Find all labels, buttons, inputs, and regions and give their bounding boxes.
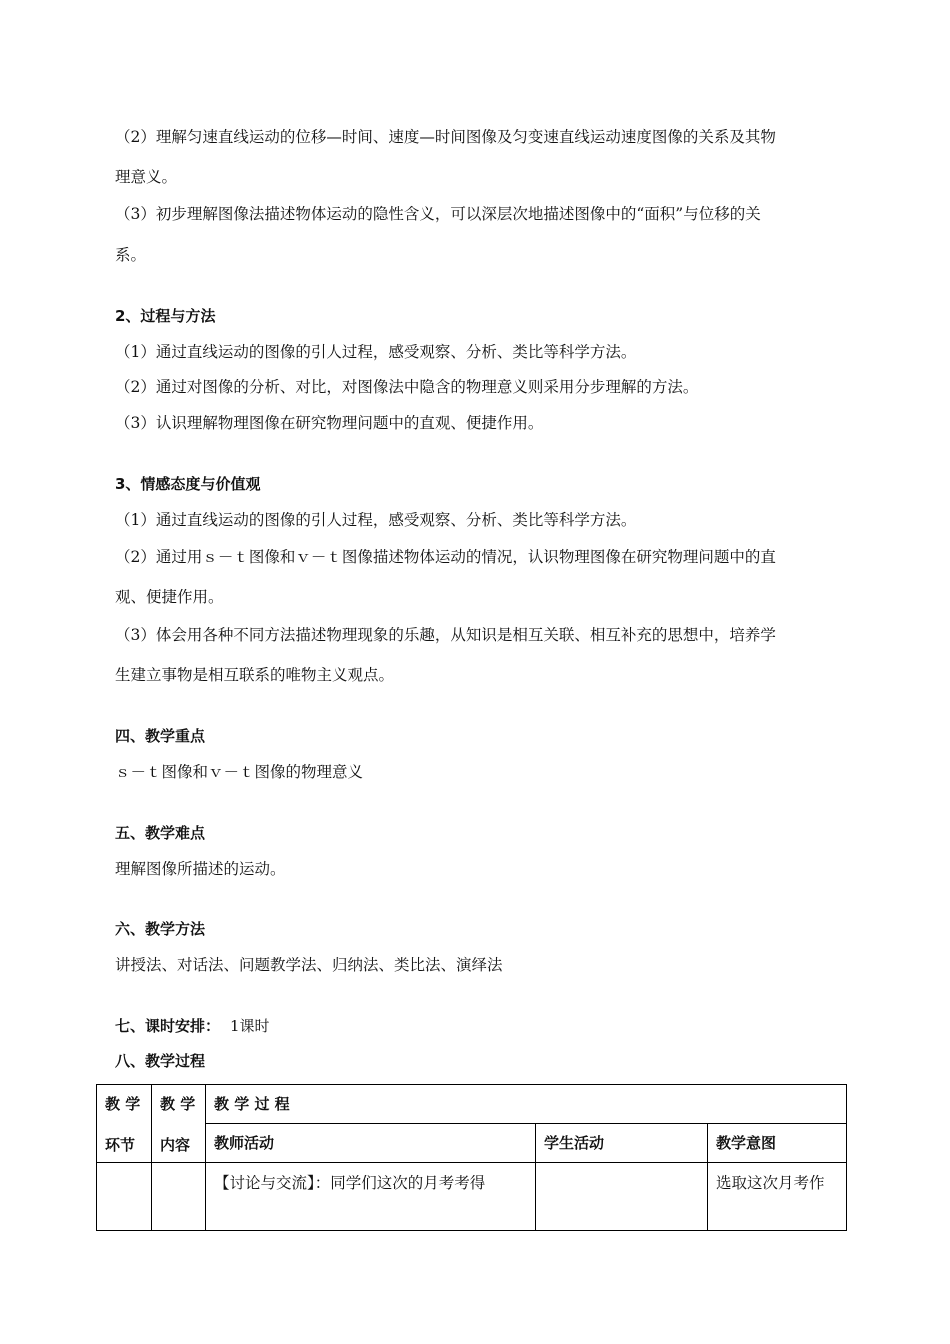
- table-cell-teacher-activity: [206, 1163, 536, 1231]
- section-heading-method: 六、教学方法: [115, 920, 206, 938]
- knowledge-item: （3）初步理解图像法描述物体运动的隐性含义，可以深层次地描述图像中的“面积”与位移的关: [115, 205, 761, 223]
- emotion-item: 观、便捷作用。: [115, 588, 224, 606]
- content-header-top: 教 学: [160, 1095, 196, 1113]
- teacher-header-text: 教师活动: [214, 1134, 275, 1152]
- schedule-label: 七、课时安排：: [115, 1017, 221, 1035]
- emotion-item: （1）通过直线运动的图像的引人过程，感受观察、分析、类比等科学方法。: [115, 511, 637, 529]
- student-header-text: 学生活动: [544, 1134, 605, 1152]
- knowledge-item: 理意义。: [115, 168, 178, 186]
- section-heading-emotion: 3、情感态度与价值观: [115, 475, 261, 493]
- schedule-value: 1课时: [230, 1017, 270, 1035]
- process-method-item: （2）通过对图像的分析、对比，对图像法中隐含的物理意义则采用分步理解的方法。: [115, 378, 699, 396]
- table-cell-student-activity: [536, 1163, 708, 1231]
- teaching-process-table: [96, 1084, 847, 1231]
- table-cell-content-header: [152, 1085, 206, 1163]
- student-activity-text: [544, 1163, 707, 1171]
- table-row: [97, 1124, 847, 1163]
- table-cell-intent: [708, 1163, 847, 1231]
- table-cell-process-header: [206, 1085, 847, 1124]
- table-cell-stage-header: [97, 1085, 152, 1163]
- stage-header-bottom: 环节: [105, 1136, 136, 1154]
- table-cell-content: [152, 1163, 206, 1231]
- process-method-item: （1）通过直线运动的图像的引人过程，感受观察、分析、类比等科学方法。: [115, 343, 637, 361]
- section-heading-difficulty: 五、教学难点: [115, 824, 206, 842]
- teacher-activity-text: 【讨论与交流】：同学们这次的月考考得: [214, 1174, 486, 1192]
- emotion-item: （3）体会用各种不同方法描述物理现象的乐趣，从知识是相互关联、相互补充的思想中，培养学: [115, 626, 776, 644]
- process-method-item: （3）认识理解物理图像在研究物理问题中的直观、便捷作用。: [115, 414, 544, 432]
- emotion-item: 生建立事物是相互联系的唯物主义观点。: [115, 666, 395, 684]
- emotion-item: （2）通过用ｓ－ｔ图像和ｖ－ｔ图像描述物体运动的情况，认识物理图像在研究物理问题中的直: [115, 548, 776, 566]
- section-heading-schedule: [115, 1016, 845, 1036]
- difficulty-text: 理解图像所描述的运动。: [115, 860, 286, 878]
- content-header-bottom: 内容: [160, 1136, 191, 1154]
- process-header-text: 教 学 过 程: [214, 1095, 290, 1113]
- table-cell-teacher-header: [206, 1124, 536, 1163]
- method-text: 讲授法、对话法、问题教学法、归纳法、类比法、演绎法: [115, 956, 503, 974]
- table-cell-intent-header: [708, 1124, 847, 1163]
- intent-text: 选取这次月考作: [716, 1174, 825, 1192]
- table-row: [97, 1163, 847, 1231]
- section-heading-process-method: 2、过程与方法: [115, 307, 216, 325]
- section-heading-key-point: 四、教学重点: [115, 727, 206, 745]
- key-point-text: ｓ－ｔ图像和ｖ－ｔ图像的物理意义: [115, 763, 364, 781]
- knowledge-item: （2）理解匀速直线运动的位移—时间、速度—时间图像及匀变速直线运动速度图像的关系及其物: [115, 128, 776, 146]
- knowledge-item: 系。: [115, 246, 147, 264]
- intent-header-text: 教学意图: [716, 1134, 777, 1152]
- section-heading-process: 八、教学过程: [115, 1052, 206, 1070]
- table-row: [97, 1085, 847, 1124]
- table-cell-stage: [97, 1163, 152, 1231]
- stage-header-top: 教 学: [105, 1095, 141, 1113]
- table-cell-student-header: [536, 1124, 708, 1163]
